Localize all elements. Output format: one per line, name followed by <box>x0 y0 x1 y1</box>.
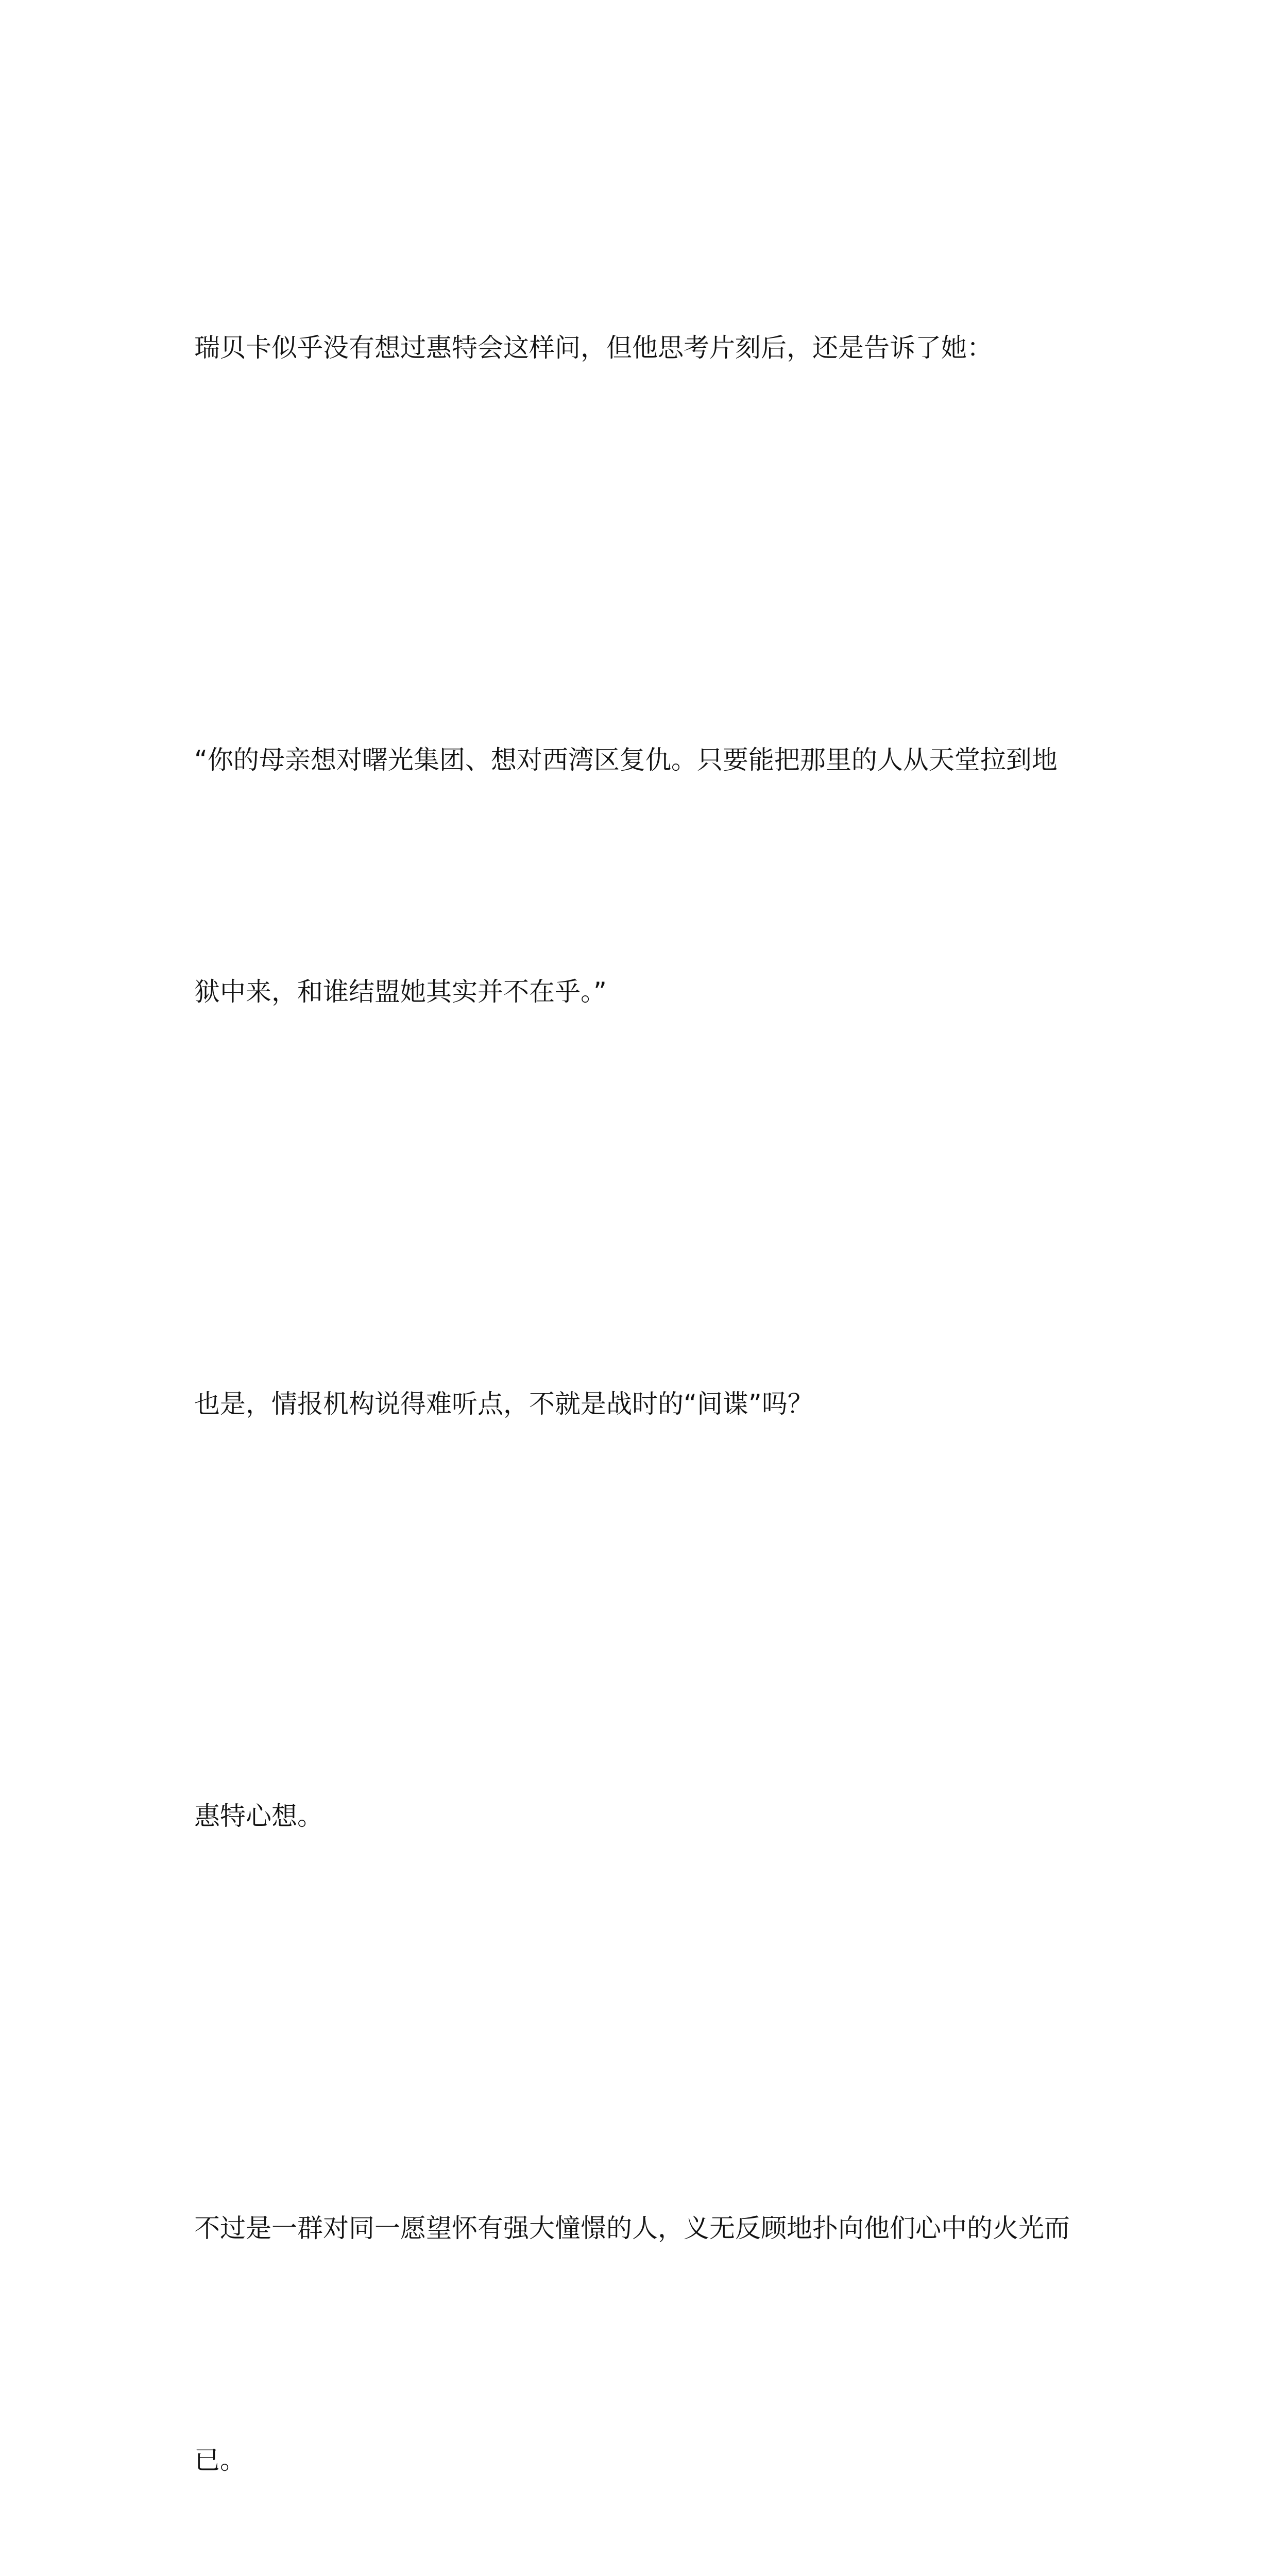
paragraph <box>194 2035 1101 2576</box>
text-line: 也是，情报机构说得难听点，不就是战时的“间谍”吗？ <box>194 1389 813 1419</box>
text-line: 惠特心想。 <box>194 1801 323 1831</box>
paragraph <box>194 1623 1101 2009</box>
text-line: “你的母亲想对曙光集团、想对西湾区复仇。只要能把那里的人从天堂拉到地 <box>194 745 1058 775</box>
paragraph <box>194 567 1101 1185</box>
text-line: 瑞贝卡似乎没有想过惠特会这样问，但他思考片刻后，还是告诉了她： <box>194 333 993 363</box>
text-line: 已。 <box>194 2445 246 2475</box>
body-text <box>194 155 1101 2576</box>
text-line: 狱中来，和谁结盟她其实并不在乎。” <box>194 977 607 1007</box>
paragraph <box>194 155 1101 541</box>
paragraph <box>194 1211 1101 1597</box>
text-line: 不过是一群对同一愿望怀有强大憧憬的人，义无反顾地扑向他们心中的火光而 <box>194 2213 1070 2243</box>
